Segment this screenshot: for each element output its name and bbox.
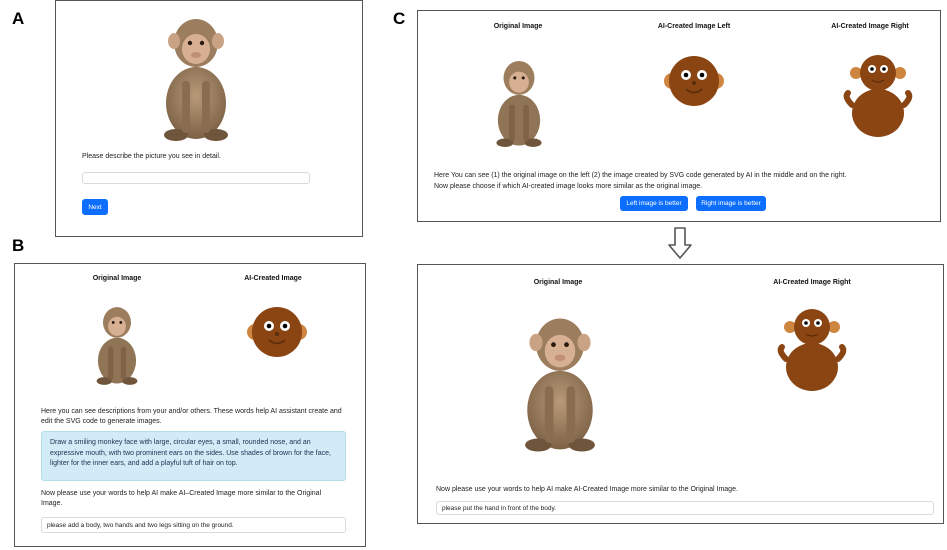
ai-image-left-heading: AI-Created Image Left [657, 23, 731, 30]
left-image-better-button[interactable]: Left image is better [620, 196, 688, 211]
panel-label-c: C [393, 9, 406, 28]
comparison-explanation-2: Now please choose if which AI-created image looks more similar as the original image. [434, 183, 703, 190]
original-monkey-image [152, 11, 240, 149]
ai-image-right-heading: AI-Created Image Right [773, 279, 851, 286]
panel-label-a: A [12, 9, 25, 28]
edit-instruction-input[interactable]: please put the hand in front of the body. [436, 501, 934, 515]
instruction-text: Now please use your words to help AI make AI–Created Image more similar to the Original Image. [41, 490, 322, 508]
description-input[interactable] [82, 172, 310, 184]
original-monkey-image [488, 45, 550, 163]
original-image-heading: Original Image [493, 23, 543, 30]
panel-a-window [55, 0, 363, 237]
original-monkey-image [89, 296, 145, 396]
description-box: Draw a smiling monkey face with large, circular eyes, a small, rounded nose, and an expressive mouth, with two prominent ears on the sides. Use shades of brown for the face, lighter for the inner ears, and add a playful tuft of hair on top. [41, 431, 346, 481]
ai-monkey-face-left-image [662, 51, 726, 111]
comparison-explanation-1: Here You can see (1) the original image on the left (2) the image created by SVG code generated by AI in the middle and on the right. [434, 172, 847, 179]
describe-prompt: Please describe the picture you see in detail. [82, 153, 221, 160]
ai-monkey-body-right-image [776, 307, 848, 393]
panel-label-b: B [12, 236, 25, 255]
original-image-heading: Original Image [533, 279, 583, 286]
next-button[interactable]: Next [82, 199, 108, 215]
ai-monkey-body-right-image [842, 53, 914, 139]
original-monkey-image [512, 299, 608, 471]
edit-instruction-input[interactable]: please add a body, two hands and two legs sitting on the ground. [41, 517, 346, 533]
down-arrow-icon [668, 227, 692, 259]
panel-c-bottom-window [417, 264, 944, 524]
right-image-better-button[interactable]: Right image is better [696, 196, 766, 211]
ai-image-heading: AI-Created Image [244, 275, 302, 282]
original-image-heading: Original Image [92, 275, 142, 282]
ai-image-right-heading: AI-Created Image Right [831, 23, 909, 30]
instruction-text: Now please use your words to help AI make AI-Created Image more similar to the Original Image. [436, 486, 738, 493]
panel-c-top-window [417, 10, 941, 222]
ai-monkey-face-image [245, 302, 309, 362]
panel-b-window [14, 263, 366, 547]
description-intro: Here you can see descriptions from your and/or others. These words help AI assistant create and edit the SVG code to generate images. [41, 408, 342, 426]
